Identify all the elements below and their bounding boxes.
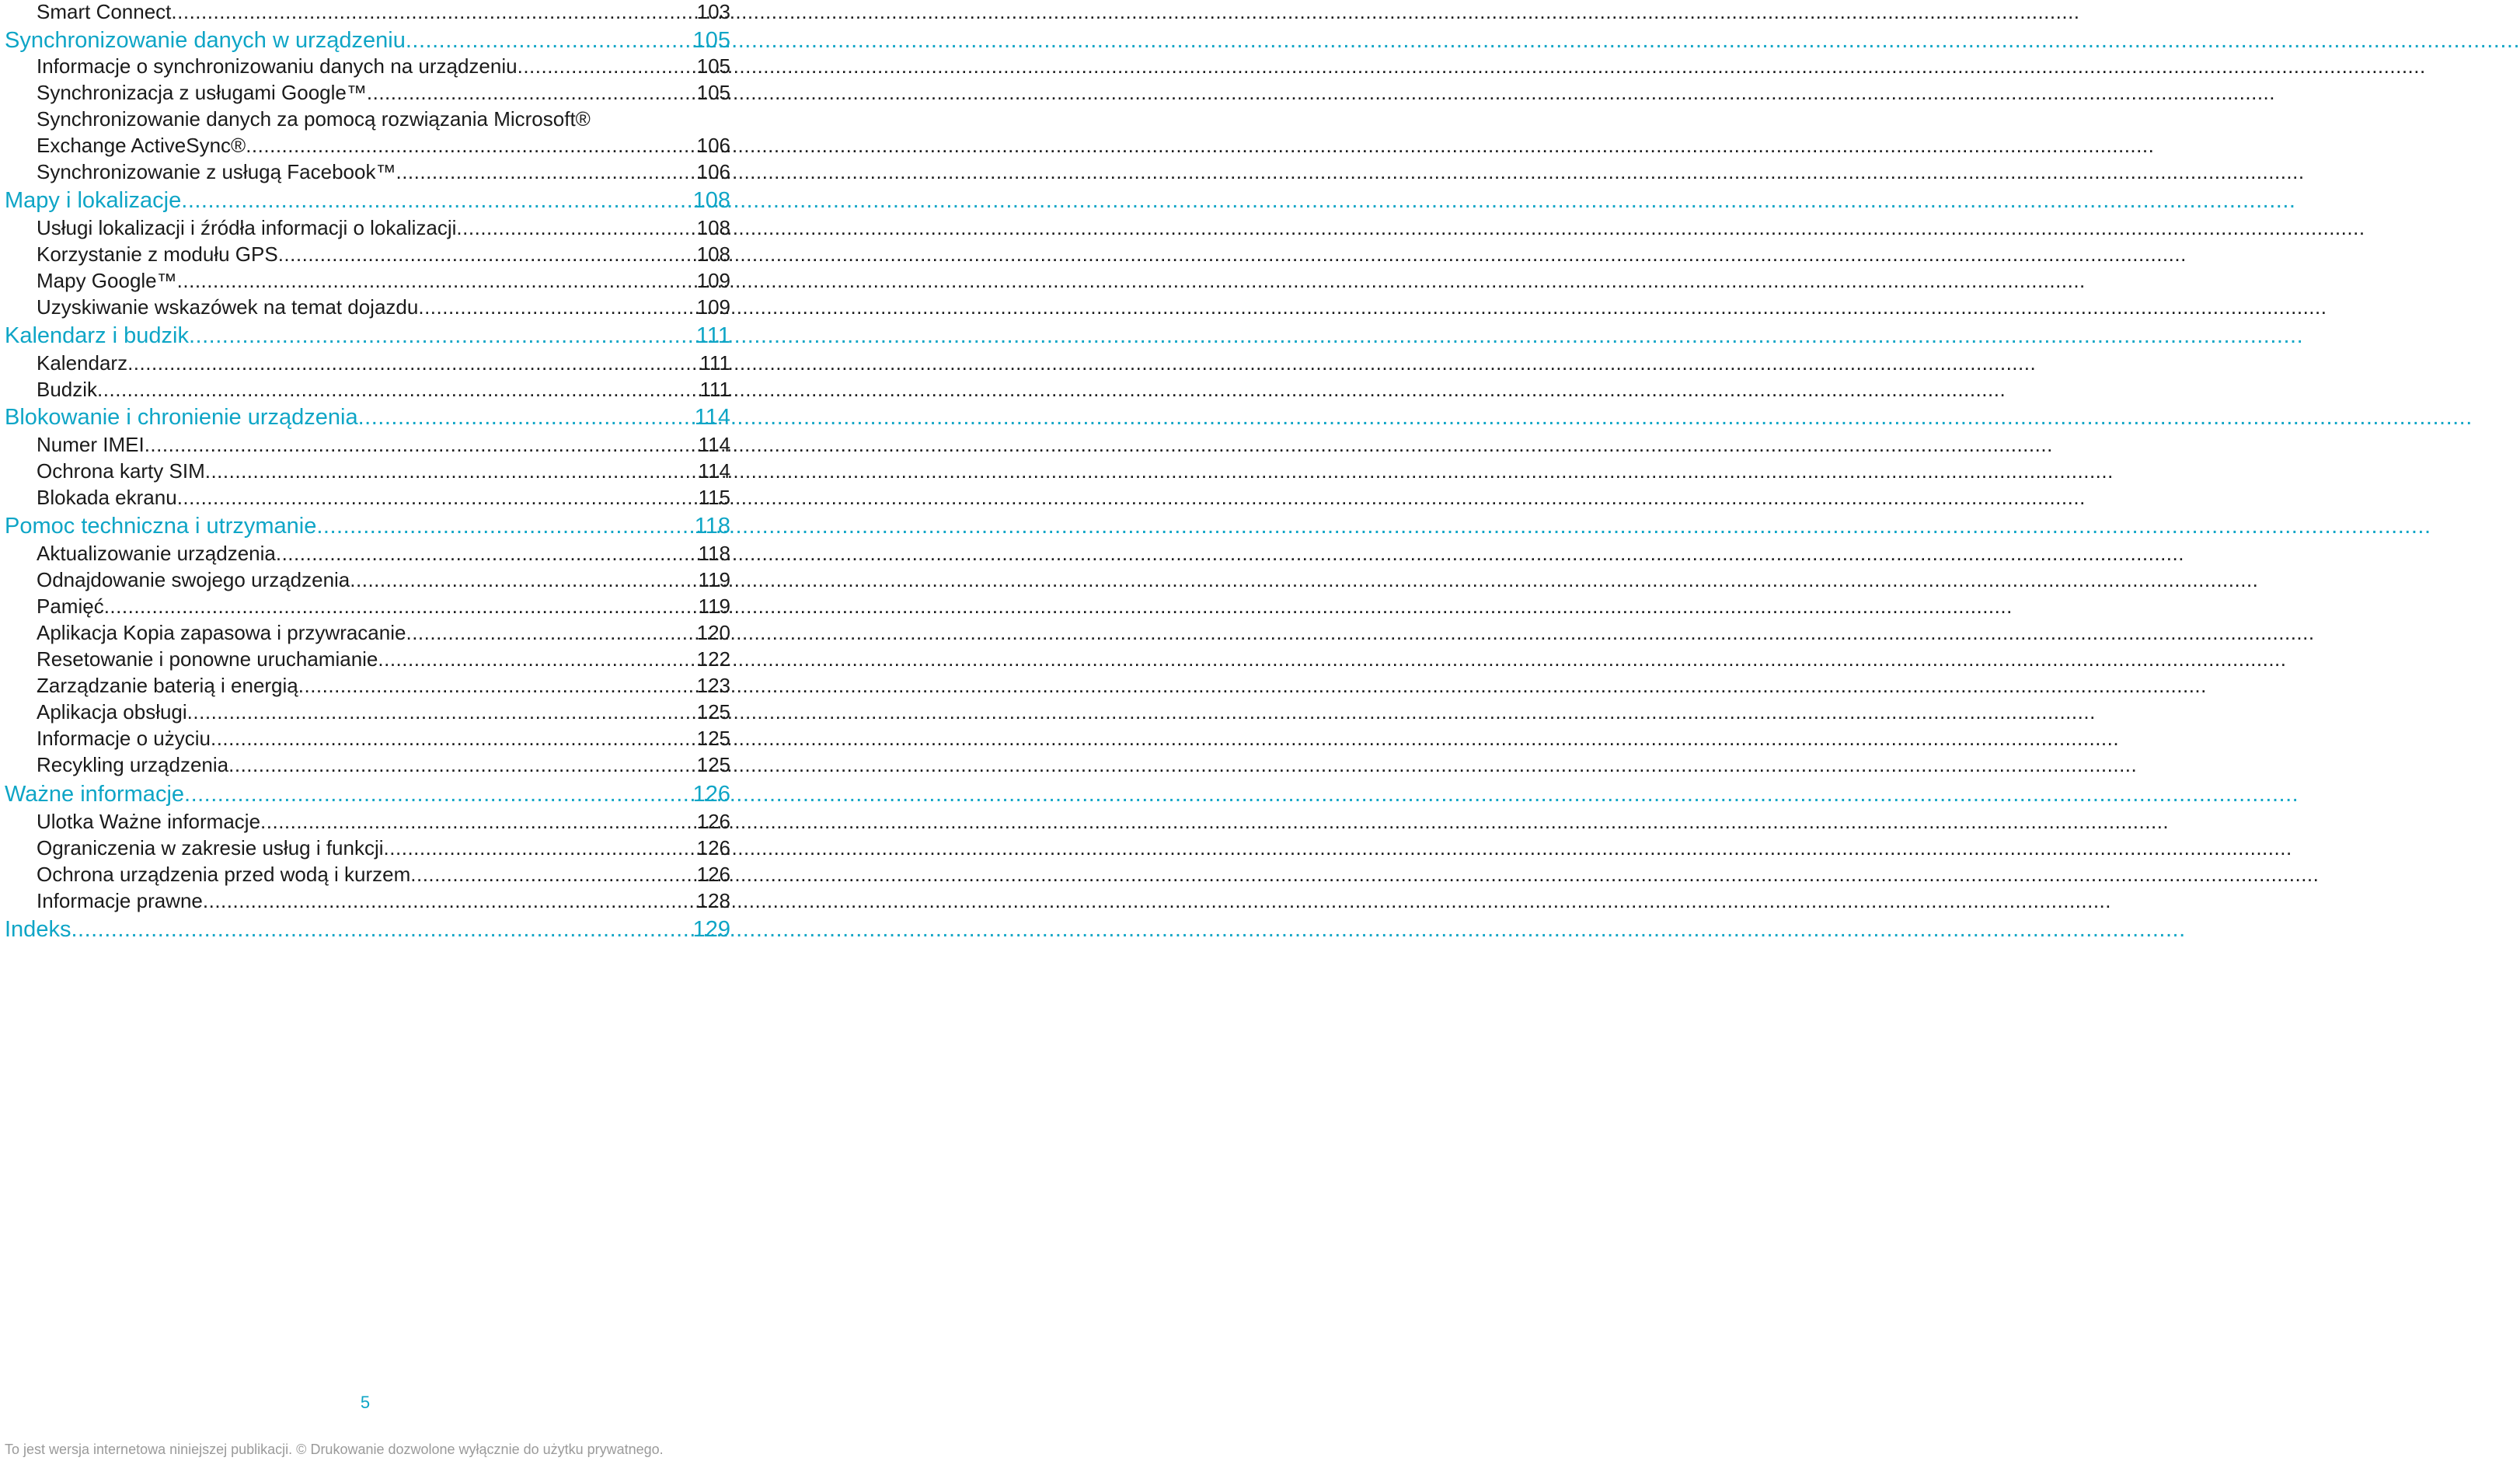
toc-entry-page: 126 (696, 863, 730, 886)
toc-entry[interactable] (0, 486, 730, 510)
toc-entry[interactable] (0, 81, 730, 105)
toc-entry-page: 123 (696, 674, 730, 697)
toc-entry-title: Pomoc techniczna i utrzymanie (5, 514, 317, 539)
toc-entry-page: 105 (696, 81, 730, 104)
toc-entry-title: Kalendarz i budzik (5, 323, 189, 348)
toc-entry-title: Aktualizowanie urządzenia (37, 542, 276, 565)
toc-entry-page: 128 (696, 889, 730, 912)
dot-leader (378, 647, 695, 671)
dot-leader (358, 405, 693, 431)
toc-entry-page: 108 (692, 188, 730, 213)
toc-entry-page: 125 (696, 700, 730, 724)
dot-leader (367, 81, 695, 105)
toc-entry-title: Synchronizowanie danych za pomocą rozwiązania Microsoft® (37, 107, 591, 131)
toc-entry[interactable] (0, 216, 730, 240)
toc-entry[interactable] (0, 753, 730, 777)
toc-section-entry[interactable] (0, 514, 730, 539)
toc-entry-title: Ochrona urządzenia przed wodą i kurzem (37, 863, 411, 886)
dot-leader (298, 674, 695, 698)
dot-leader (350, 568, 696, 592)
toc-entry-page: 111 (699, 378, 730, 401)
toc-entry-page: 126 (696, 836, 730, 860)
toc-entry-title: Ochrona karty SIM (37, 459, 205, 483)
toc-entry-page: 103 (696, 0, 730, 23)
toc-entry-page: 105 (692, 28, 730, 53)
dot-leader (203, 889, 695, 913)
toc-entry-title: Mapy i lokalizacje (5, 188, 182, 213)
toc-entry[interactable] (0, 674, 730, 698)
toc-entry-title: Aplikacja obsługi (37, 700, 187, 724)
toc-entry[interactable] (0, 134, 730, 158)
toc-entry[interactable] (0, 889, 730, 913)
toc-entry[interactable] (0, 295, 730, 319)
dot-leader (456, 216, 695, 240)
toc-section-entry[interactable] (0, 28, 730, 54)
toc-entry-page: 108 (696, 242, 730, 266)
toc-entry[interactable] (0, 810, 730, 834)
toc-entry[interactable] (0, 542, 730, 566)
toc-entry-title: Indeks (5, 917, 71, 942)
dot-leader (211, 727, 695, 751)
dot-leader (518, 54, 695, 78)
dot-leader (145, 433, 697, 457)
toc-entry-title: Zarządzanie baterią i energią (37, 674, 298, 697)
toc-entry-page: 114 (698, 459, 730, 483)
dot-leader (184, 782, 692, 807)
toc-entry-title: Ulotka Ważne informacje (37, 810, 261, 833)
toc-entry[interactable] (0, 459, 730, 483)
toc-entry-page: 111 (695, 323, 730, 348)
toc-entry-title: Usługi lokalizacji i źródła informacji o lokalizacji (37, 216, 457, 239)
toc-entry-title: Resetowanie i ponowne uruchamianie (37, 647, 378, 671)
toc-entry-title: Synchronizowanie z usługą Facebook™ (37, 160, 396, 183)
page-number: 5 (360, 1393, 371, 1412)
toc-section-entry[interactable] (0, 323, 730, 349)
toc-section-entry[interactable] (0, 917, 730, 943)
dot-leader (418, 295, 695, 319)
toc-entry[interactable] (0, 0, 730, 24)
toc-entry-title: Kalendarz (37, 351, 128, 375)
toc-entry-page: 125 (696, 753, 730, 776)
dot-leader (181, 188, 691, 214)
toc-entry-page: 106 (696, 134, 730, 157)
dot-leader (104, 595, 697, 619)
toc-entry-page: 118 (698, 542, 730, 565)
toc-entry-title: Uzyskiwanie wskazówek na temat dojazdu (37, 295, 419, 319)
toc-entry[interactable] (0, 863, 730, 887)
dot-leader (410, 863, 695, 887)
toc-entry-title: Pamięć (37, 595, 104, 618)
toc-entry-page: 114 (698, 433, 730, 456)
dot-leader (171, 0, 695, 24)
toc-entry-title: Korzystanie z modułu GPS (37, 242, 278, 266)
toc-entry-page: 115 (698, 486, 730, 509)
toc-entry-page: 119 (698, 595, 730, 618)
toc-entry-page: 108 (696, 216, 730, 239)
dot-leader (278, 242, 695, 267)
toc-entry[interactable] (0, 269, 730, 293)
toc-entry[interactable] (0, 160, 730, 184)
dot-leader (189, 323, 695, 349)
toc-entry[interactable] (0, 595, 730, 619)
toc-entry[interactable] (0, 107, 730, 131)
toc-entry[interactable] (0, 568, 730, 592)
dot-leader (97, 378, 698, 402)
dot-leader (71, 917, 691, 943)
toc-entry[interactable] (0, 351, 730, 375)
toc-entry[interactable] (0, 647, 730, 671)
toc-entry-page: 125 (696, 727, 730, 750)
toc-entry-title: Odnajdowanie swojego urządzenia (37, 568, 350, 591)
dot-leader (187, 700, 695, 724)
toc-entry-title: Aplikacja Kopia zapasowa i przywracanie (37, 621, 406, 644)
toc-entry[interactable] (0, 378, 730, 402)
toc-entry-title: Recykling urządzenia (37, 753, 229, 776)
toc-entry-title: Ważne informacje (5, 782, 185, 807)
dot-leader (177, 486, 697, 510)
toc-entry-title: Synchronizowanie danych w urządzeniu (5, 28, 406, 53)
dot-leader (177, 269, 695, 293)
toc-entry-page: 111 (699, 351, 730, 375)
dot-leader (276, 542, 697, 566)
toc-entry-page: 119 (698, 568, 730, 591)
toc-entry-page: 114 (694, 405, 730, 430)
toc-entry[interactable] (0, 836, 730, 860)
toc-entry-title: Informacje prawne (37, 889, 203, 912)
toc-entry-title: Blokowanie i chronienie urządzenia (5, 405, 358, 430)
toc-section-entry[interactable] (0, 188, 730, 214)
toc-entry-title: Informacje o synchronizowaniu danych na urządzeniu (37, 54, 518, 78)
dot-leader (406, 28, 692, 54)
footer-note: To jest wersja internetowa niniejszej publikacji. © Drukowanie dozwolone wyłącznie do użytku prywatnego. (5, 1442, 664, 1457)
toc-entry-title: Synchronizacja z usługami Google™ (37, 81, 367, 104)
toc-entry-page: 120 (696, 621, 730, 644)
toc-entry-page: 109 (696, 269, 730, 292)
toc-entry-page: 118 (694, 514, 730, 539)
toc-entry-title: Numer IMEI (37, 433, 145, 456)
toc-entry-title: Blokada ekranu (37, 486, 177, 509)
toc-entry-page: 129 (692, 917, 730, 942)
toc-section-entry[interactable] (0, 782, 730, 807)
toc-entry[interactable] (0, 700, 730, 724)
dot-leader (127, 351, 698, 375)
dot-leader (246, 134, 695, 158)
dot-leader (384, 836, 695, 860)
toc-entry[interactable] (0, 242, 730, 267)
dot-leader (205, 459, 697, 483)
toc-entry-title: Budzik (37, 378, 98, 401)
toc-entry-page: 109 (696, 295, 730, 319)
toc-entry[interactable] (0, 621, 730, 645)
toc-entry-title: Informacje o użyciu (37, 727, 211, 750)
dot-leader (396, 160, 695, 184)
toc-entry[interactable] (0, 727, 730, 751)
dot-leader (228, 753, 695, 777)
toc-entry-title: Mapy Google™ (37, 269, 177, 292)
toc-entry-title: Ograniczenia w zakresie usług i funkcji (37, 836, 384, 860)
dot-leader (406, 621, 695, 645)
toc-entry-page: 106 (696, 160, 730, 183)
toc-section-entry[interactable] (0, 405, 730, 431)
toc-entry-title: Exchange ActiveSync® (37, 134, 246, 157)
toc-entry-page: 126 (692, 782, 730, 807)
toc-entry-page: 126 (696, 810, 730, 833)
toc-entry[interactable] (0, 433, 730, 457)
dot-leader (316, 514, 692, 539)
dot-leader (260, 810, 695, 834)
toc-entry-page: 105 (696, 54, 730, 78)
toc-entry-page: 122 (696, 647, 730, 671)
toc-entry[interactable] (0, 54, 730, 78)
toc-entry-title: Smart Connect (37, 0, 172, 23)
